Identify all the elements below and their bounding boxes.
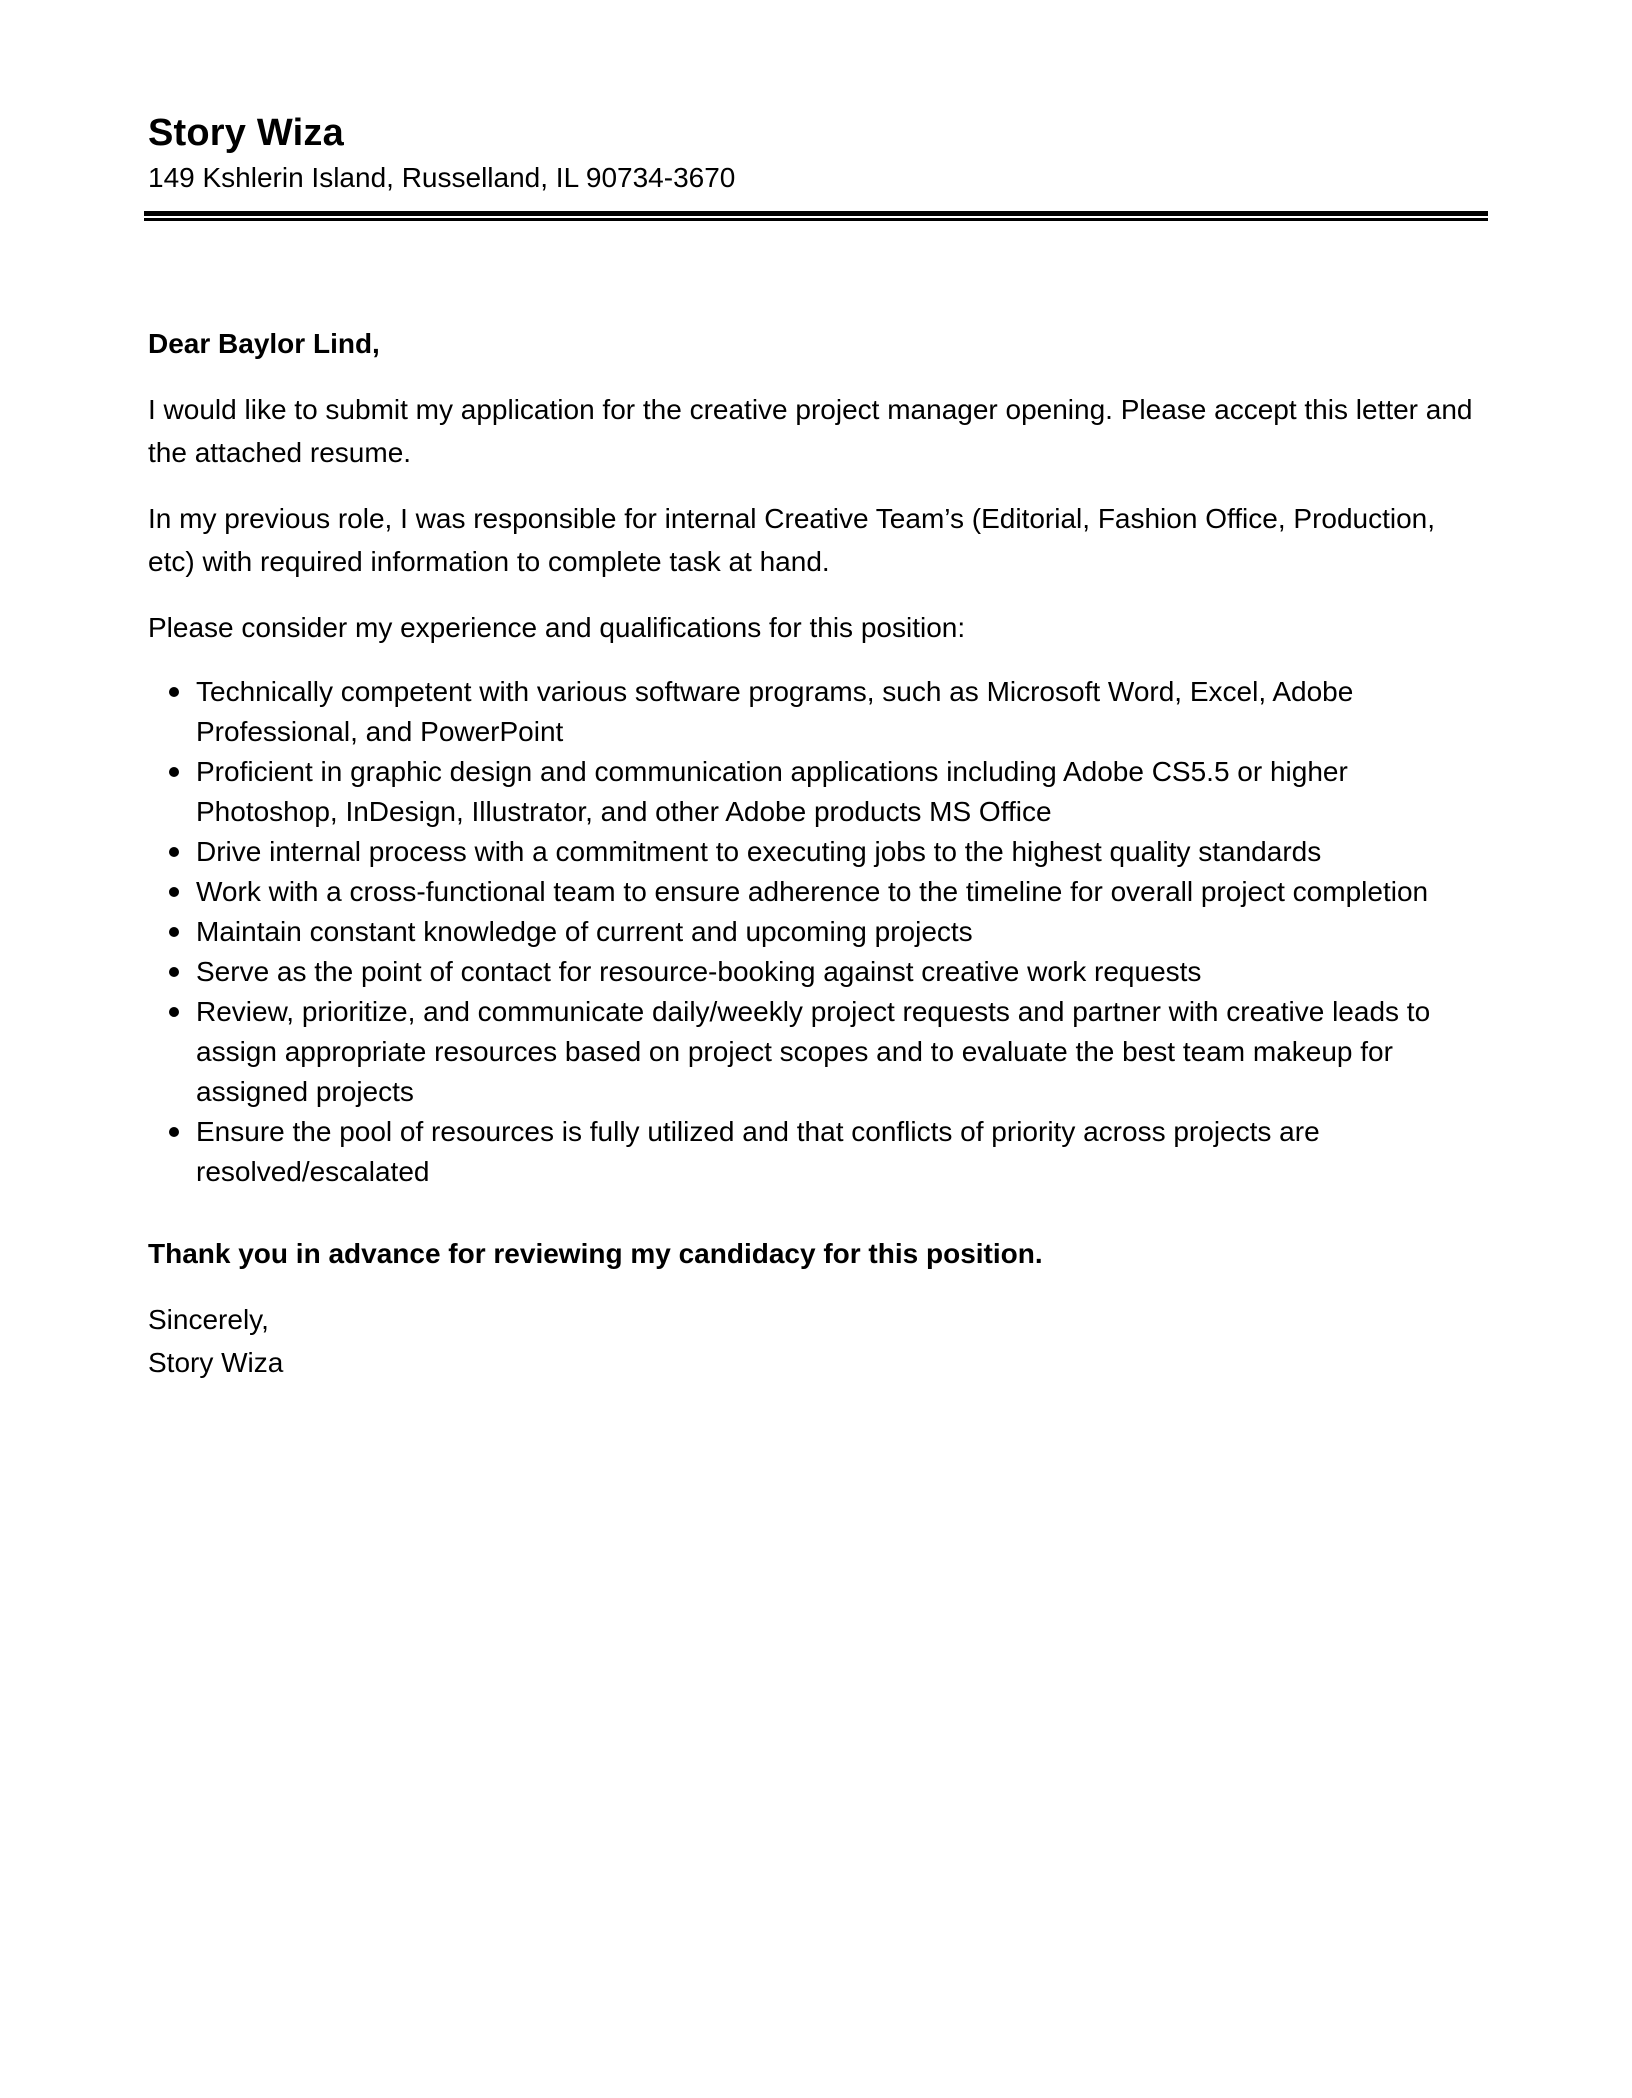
paragraph-intro: I would like to submit my application for the creative project manager opening. Please accept this letter and the attached resume. [148,394,1473,468]
signature-name: Story Wiza [148,1347,284,1378]
paragraph-previous-role: In my previous role, I was responsible for internal Creative Team’s (Editorial, Fashion Office, Production, etc) with required information to complete task at hand. [148,503,1436,577]
signoff-block [148,1298,1484,1384]
sender-address: 149 Kshlerin Island, Russelland, IL 90734-3670 [148,162,736,193]
signoff-text: Sincerely, [148,1304,269,1335]
list-item: Serve as the point of contact for resource-booking against creative work requests [196,952,1484,992]
list-item: Drive internal process with a commitment to executing jobs to the highest quality standards [196,832,1484,872]
list-item: Technically competent with various software programs, such as Microsoft Word, Excel, Adobe Professional, and PowerPoint [196,672,1484,752]
list-item: Maintain constant knowledge of current and upcoming projects [196,912,1484,952]
qualifications-list [148,672,1484,1192]
list-item: Proficient in graphic design and communication applications including Adobe CS5.5 or higher Photoshop, InDesign, Illustrator, and other Adobe products MS Office [196,752,1484,832]
letter-header [148,108,1484,198]
list-item: Work with a cross-functional team to ensure adherence to the timeline for overall project completion [196,872,1484,912]
sender-name: Story Wiza [148,112,344,154]
letter-body [148,322,1484,1384]
header-divider-thin [144,218,1488,221]
salutation: Dear Baylor Lind, [148,328,380,359]
closing-statement: Thank you in advance for reviewing my candidacy for this position. [148,1238,1043,1269]
list-item: Ensure the pool of resources is fully utilized and that conflicts of priority across projects are resolved/escalated [196,1112,1484,1192]
list-item: Review, prioritize, and communicate daily/weekly project requests and partner with creative leads to assign appropriate resources based on project scopes and to evaluate the best team makeup for assigned projects [196,992,1484,1112]
header-divider-thick [144,211,1488,216]
paragraph-consider: Please consider my experience and qualifications for this position: [148,612,966,643]
